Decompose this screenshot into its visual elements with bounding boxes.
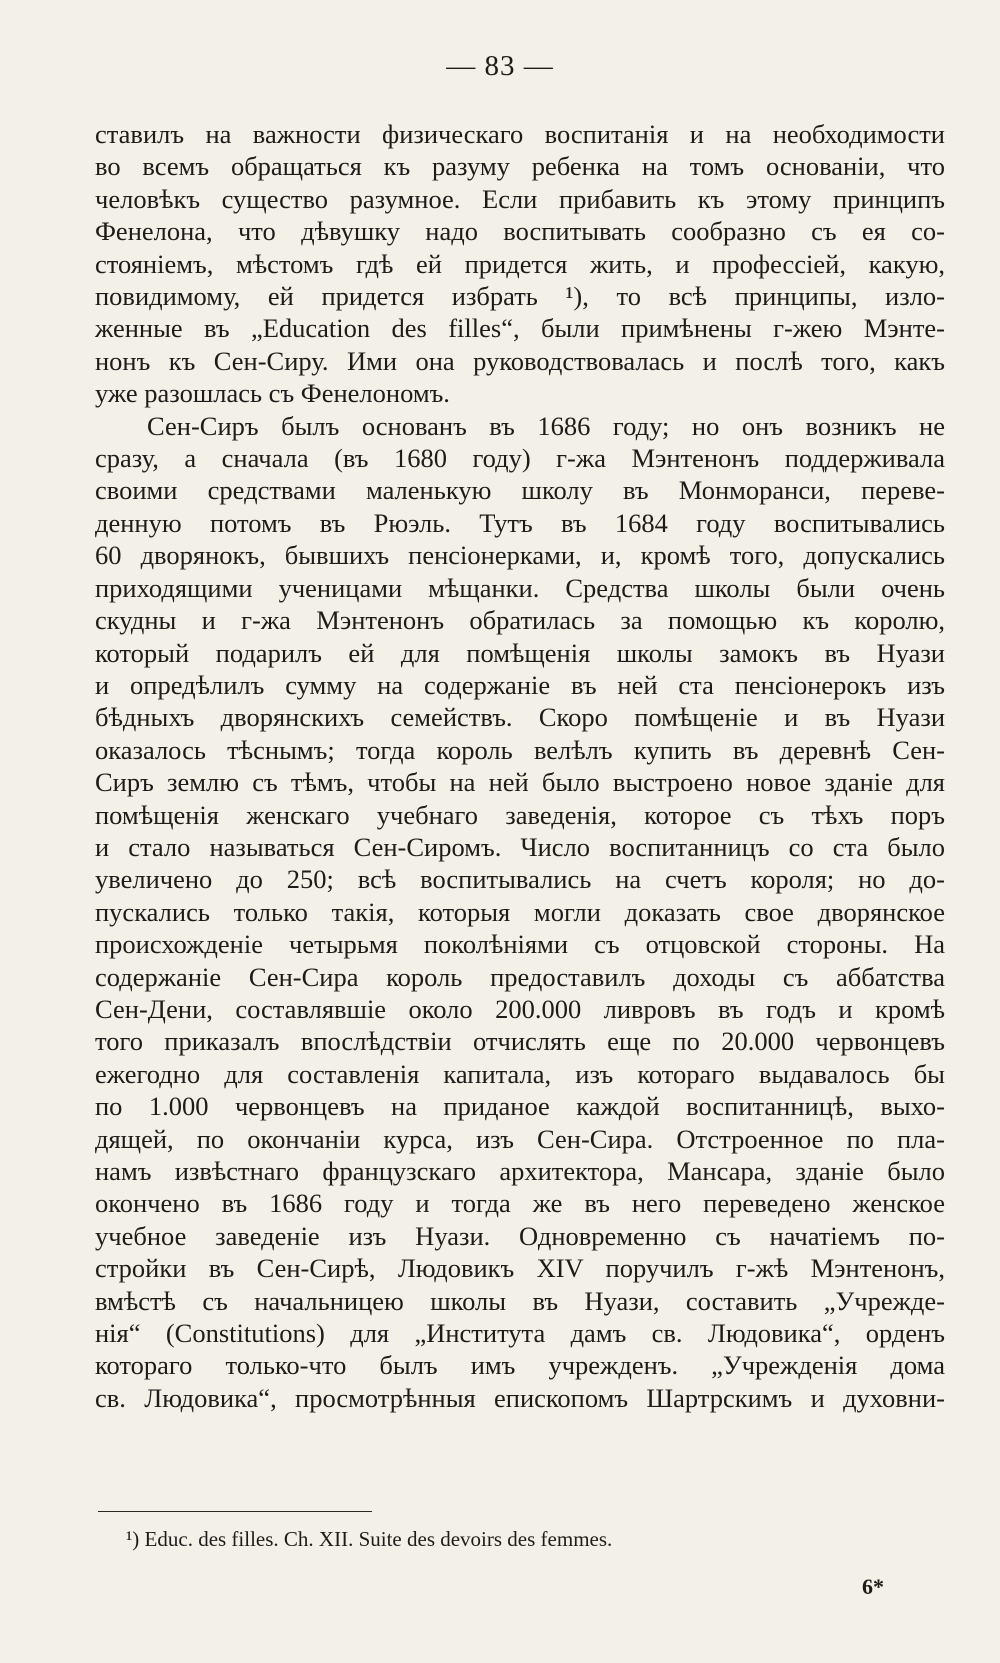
text-line: окончено въ 1686 году и тогда же въ него переведено женское	[95, 1188, 945, 1219]
text-line: Сиръ землю съ тѣмъ, чтобы на ней было выстроено новое зданіе для	[95, 767, 945, 798]
text-line: ставилъ на важности физическаго воспитанія и на необходимости	[95, 119, 945, 149]
text-line: и стало называться Сен-Сиромъ. Число воспитанницъ со ста было	[95, 831, 945, 862]
text-line: денную потомъ въ Рюэль. Тутъ въ 1684 году воспитывались	[95, 507, 945, 538]
text-line: нонъ къ Сен-Сиру. Ими она руководствовалась и послѣ того, какъ	[95, 345, 945, 376]
text-line: во всемъ обращаться къ разуму ребенка на томъ основаніи, что	[95, 151, 945, 182]
text-line: Сен-Дени, составлявшіе около 200.000 ливровъ въ годъ и кромѣ	[95, 993, 945, 1024]
text-line: учебное заведеніе изъ Нуази. Одновременно съ начатіемъ по-	[95, 1220, 945, 1251]
text-line: котораго только-что былъ имъ учрежденъ. „Учрежденія дома	[95, 1350, 945, 1381]
text-line: приходящими ученицами мѣщанки. Средства школы были очень	[95, 572, 945, 603]
footnote-divider	[98, 1511, 372, 1512]
text-line: того приказалъ впослѣдствіи отчислять еще по 20.000 червонцевъ	[95, 1026, 945, 1057]
text-line: сразу, а сначала (въ 1680 году) г-жа Мэнтенонъ поддерживала	[95, 443, 945, 474]
text-line: вмѣстѣ съ начальницею школы въ Нуази, составить „Учрежде-	[95, 1285, 945, 1316]
text-line: нія“ (Constitutions) для „Института дамъ св. Людовика“, орденъ	[95, 1318, 945, 1349]
signature-mark: 6*	[862, 1574, 884, 1599]
text-line: и опредѣлилъ сумму на содержаніе въ ней ста пенсіонерокъ изъ	[95, 669, 945, 700]
text-line: Сен-Сиръ былъ основанъ въ 1686 году; но онъ возникъ не	[147, 410, 945, 441]
text-line: по 1.000 червонцевъ на приданое каждой воспитанницѣ, выхо-	[95, 1091, 945, 1122]
text-line: бѣдныхъ дворянскихъ семействъ. Скоро помѣщеніе и въ Нуази	[95, 702, 945, 733]
text-line: женные въ „Education des filles“, были примѣнены г-жею Мэнте-	[95, 313, 945, 344]
text-line: пускались только такія, которыя могли доказать свое дворянское	[95, 896, 945, 927]
text-line: стройки въ Сен-Сирѣ, Людовикъ XIV поручилъ г-жѣ Мэнтенонъ,	[95, 1253, 945, 1284]
text-line: Фенелона, что дѣвушку надо воспитывать сообразно съ ея со-	[95, 216, 945, 247]
text-line: повидимому, ей придется избрать ¹), то всѣ принципы, изло-	[95, 281, 945, 312]
page-number: — 83 —	[446, 50, 554, 82]
text-line: происхожденіе четырьмя поколѣніями съ отцовской стороны. На	[95, 929, 945, 960]
text-line: св. Людовика“, просмотрѣнныя епископомъ Шартрскимъ и духовни-	[95, 1382, 945, 1413]
text-line: своими средствами маленькую школу въ Монморанси, переве-	[95, 475, 945, 506]
text-line: стояніемъ, мѣстомъ гдѣ ей придется жить, и профессіей, какую,	[95, 248, 945, 279]
text-line: уже разошлась съ Фенелономъ.	[95, 378, 450, 409]
body-text	[95, 118, 945, 1414]
text-line: содержаніе Сен-Сира король предоставилъ доходы съ аббатства	[95, 961, 945, 992]
text-line: 60 дворянокъ, бывшихъ пенсіонерками, и, кромѣ того, допускались	[95, 540, 945, 571]
footnote: ¹) Educ. des filles. Ch. XII. Suite des devoirs des femmes.	[126, 1527, 613, 1551]
text-line: увеличено до 250; всѣ воспитывались на счетъ короля; но до-	[95, 864, 945, 895]
text-line: скудны и г-жа Мэнтенонъ обратилась за помощью къ королю,	[95, 605, 945, 636]
text-line: оказалось тѣснымъ; тогда король велѣлъ купить въ деревнѣ Сен-	[95, 734, 945, 765]
text-line: помѣщенія женскаго учебнаго заведенія, которое съ тѣхъ поръ	[95, 799, 945, 830]
text-line: ежегодно для составленія капитала, изъ котораго выдавалось бы	[95, 1058, 945, 1089]
text-line: человѣкъ существо разумное. Если прибавить къ этому принципъ	[95, 183, 945, 214]
text-line: который подарилъ ей для помѣщенія школы замокъ въ Нуази	[95, 637, 945, 668]
text-line: дящей, по окончаніи курса, изъ Сен-Сира. Отстроенное по пла-	[95, 1123, 945, 1154]
text-line: намъ извѣстнаго французскаго архитектора, Мансара, зданіе было	[95, 1156, 945, 1186]
